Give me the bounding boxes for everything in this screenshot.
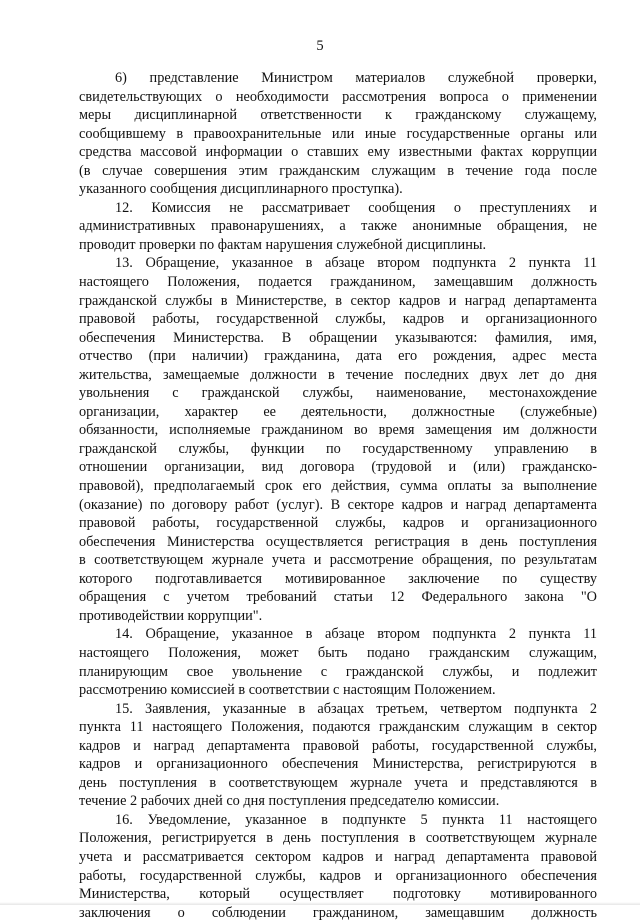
- text-line: заключения о соблюдении гражданином, замещавшим должность: [79, 904, 597, 921]
- text-line: течение 2 рабочих дней со дня поступления председателю комиссии.: [79, 793, 500, 810]
- text-line: организации, характер ее деятельности, должностные (служебные): [79, 403, 597, 420]
- text-line: 6) представление Министром материалов служебной проверки,: [115, 70, 597, 86]
- text-line: обеспечения Министерства осуществляется регистрация в день поступления: [79, 533, 597, 550]
- text-line: гражданской службы в Министерстве, в сектор кадров и наград департамента: [79, 292, 597, 309]
- paragraph: [79, 254, 597, 625]
- paragraph: [79, 811, 597, 922]
- text-line: 15. Заявления, указанные в абзацах третьем, четвертом подпункта 2: [115, 700, 597, 717]
- text-line: настоящего Положения, может быть подано гражданским служащим,: [79, 644, 597, 661]
- text-line: свидетельствующих о необходимости рассмотрения вопроса о применении: [79, 88, 597, 105]
- text-line: гражданской службы, функции по государственному управлению в: [79, 440, 597, 457]
- text-line: кадров и организационного обеспечения Министерства, регистрируются в: [79, 756, 597, 773]
- text-line: 12. Комиссия не рассматривает сообщения о преступлениях и: [115, 199, 597, 216]
- text-line: настоящего Положения, подается гражданином, замещавшим должность: [79, 274, 597, 291]
- paragraph: [79, 625, 597, 699]
- text-line: правовой работы, государственной службы, кадров и организационного: [79, 311, 597, 328]
- text-line: обеспечения Министерства. В обращении указываются: фамилия, имя,: [79, 329, 597, 346]
- paragraph: [79, 69, 597, 199]
- text-line: Министерства, который осуществляет подготовку мотивированного: [79, 886, 597, 903]
- text-line: день поступления в соответствующем журнале учета и представляются в: [79, 774, 597, 791]
- text-line: учета и рассматривается сектором кадров и наград департамента правовой: [79, 848, 597, 865]
- text-line: планирующим свое увольнение с гражданской службы, и подлежит: [79, 663, 597, 680]
- text-line: проводит проверки по фактам нарушения служебной дисциплины.: [79, 236, 487, 253]
- text-line: пункта 11 настоящего Положения, подаются гражданским служащим в сектор: [79, 719, 597, 736]
- document-body: [79, 69, 597, 922]
- text-line: 14. Обращение, указанное в абзаце втором подпункта 2 пункта 11: [115, 626, 597, 643]
- text-line: (оказание) по договору работ (услуг). В секторе кадров и наград департамента: [79, 496, 597, 513]
- text-line: (в случае совершения этим гражданским служащим в течение года после: [79, 162, 597, 179]
- paragraph: [79, 199, 597, 255]
- text-line: жительства, замещаемые должности в течение последних двух лет до дня: [79, 366, 597, 383]
- paragraph: [79, 700, 597, 811]
- text-line: противодействии коррупции".: [79, 607, 263, 624]
- text-line: отчество (при наличии) гражданина, дата его рождения, адрес места: [79, 348, 597, 365]
- text-line: Положения, регистрируется в день поступления в соответствующем журнале: [79, 830, 597, 847]
- text-line: 13. Обращение, указанное в абзаце втором подпункта 2 пункта 11: [115, 255, 597, 272]
- text-line: рассмотрению комиссией в соответствии с настоящим Положением.: [79, 682, 496, 699]
- text-line: в соответствующем журнале учета и рассмотрение обращения, по результатам: [79, 552, 597, 569]
- text-line: которого подготавливается мотивированное заключение по существу: [79, 570, 597, 587]
- text-line: средства массовой информации о ставших ему известными фактах коррупции: [79, 144, 597, 161]
- text-line: 16. Уведомление, указанное в подпункте 5 пункта 11 настоящего: [115, 811, 597, 828]
- text-line: обязанности, исполняемые гражданином во время замещения им должности: [79, 422, 597, 439]
- text-line: кадров и наград департамента правовой работы, государственной службы,: [79, 737, 597, 754]
- text-line: обращения с учетом требований статьи 12 Федерального закона "О: [79, 589, 597, 606]
- text-line: отношении организации, вид договора (трудовой и (или) гражданско-: [79, 459, 597, 476]
- text-line: правовой), предполагаемый срок его действия, сумма оплаты за выполнение: [79, 478, 597, 495]
- text-line: сообщившему в правоохранительные или иные государственные органы или: [79, 125, 597, 142]
- text-line: работы, государственной службы, кадров и организационного обеспечения: [79, 867, 597, 884]
- text-line: указанного сообщения дисциплинарного проступка).: [79, 181, 403, 198]
- text-line: административных правонарушениях, а также анонимные обращения, не: [79, 218, 597, 235]
- text-line: правовой работы, государственной службы, кадров и организационного: [79, 515, 597, 532]
- page-number: 5: [316, 38, 324, 54]
- text-line: меры дисциплинарной ответственности к гражданскому служащему,: [79, 107, 597, 124]
- text-line: увольнения с гражданской службы, наименование, местонахождение: [79, 385, 597, 402]
